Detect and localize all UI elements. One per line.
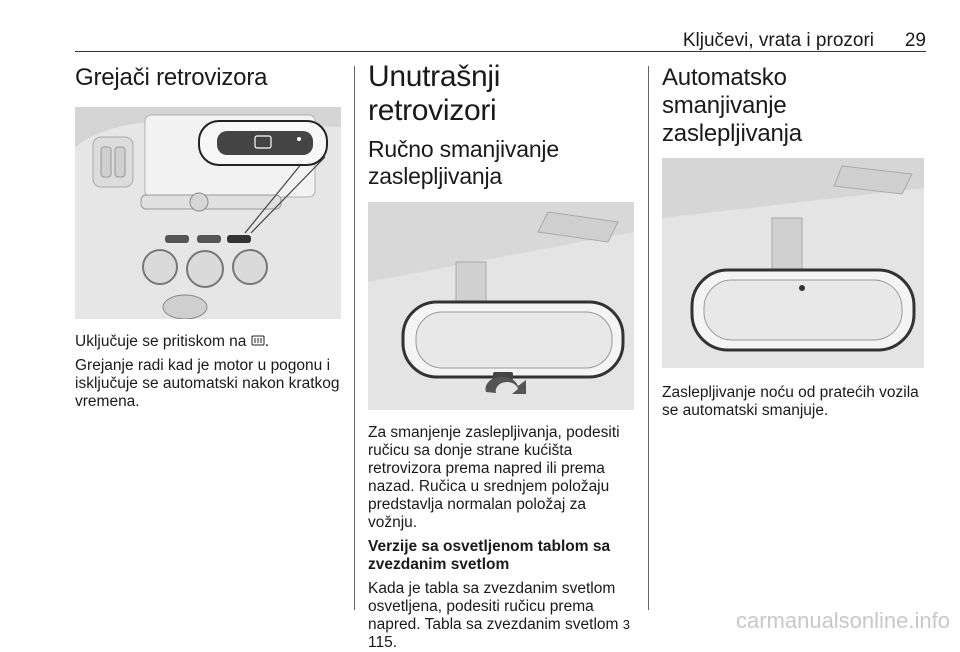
page-reference[interactable]: 115. — [368, 634, 398, 651]
column-mirror-heating — [75, 60, 341, 411]
paragraph-heating-info: Grejanje radi kad je motor u pogonu i isključuje se automatski nakon kratkog vremena. — [75, 357, 340, 410]
dashboard-button-illustration — [75, 107, 341, 319]
paragraph-text-end: . — [264, 333, 270, 350]
column-divider — [354, 66, 355, 610]
paragraph-switch — [75, 333, 341, 351]
section-heading: Automatsko smanjivanje zaslepljivanja — [662, 64, 802, 147]
auto-dimming-mirror-illustration — [662, 158, 924, 368]
paragraph-text: Uključuje se pritiskom na — [75, 333, 247, 350]
header-rule — [75, 51, 926, 52]
paragraph-starlight — [368, 580, 634, 652]
chapter-title: Ključevi, vrata i prozori — [682, 30, 874, 51]
section-heading: Unutrašnji retrovizori — [368, 60, 501, 127]
paragraph-auto-dim: Zaslepljivanje noću od pratećih vozila se automatski smanjuje. — [662, 384, 919, 419]
page-reference-arrow-icon: 3 — [622, 617, 630, 632]
paragraph-adjust: Za smanjenje zaslepljivanja, podesiti ručicu sa donje strane kućišta retrovizora prema napred ili prema nazad. Ručica u srednjem položaju predstavlja normalan položaj za vožnju. — [368, 424, 620, 531]
column-interior-mirrors — [368, 60, 634, 652]
column-divider — [648, 66, 649, 610]
column-auto-dimming — [662, 60, 930, 420]
page-number: 29 — [904, 30, 926, 51]
subsection-heading: Ručno smanjivanje zaslepljivanja — [368, 136, 559, 189]
page-header — [75, 26, 926, 52]
rear-defroster-icon — [251, 335, 265, 347]
watermark: carmanualsonline.info — [735, 608, 950, 633]
manual-mirror-illustration — [368, 202, 634, 410]
paragraph-bold-heading: Verzije sa osvetljenom tablom sa zvezdanim svetlom — [368, 538, 611, 573]
paragraph-text: Kada je tabla sa zvezdanim svetlom osvetljena, podesiti ručicu prema napred. Tabla sa zvezdanim svetlom — [368, 580, 619, 633]
section-heading: Grejači retrovizora — [75, 64, 268, 91]
